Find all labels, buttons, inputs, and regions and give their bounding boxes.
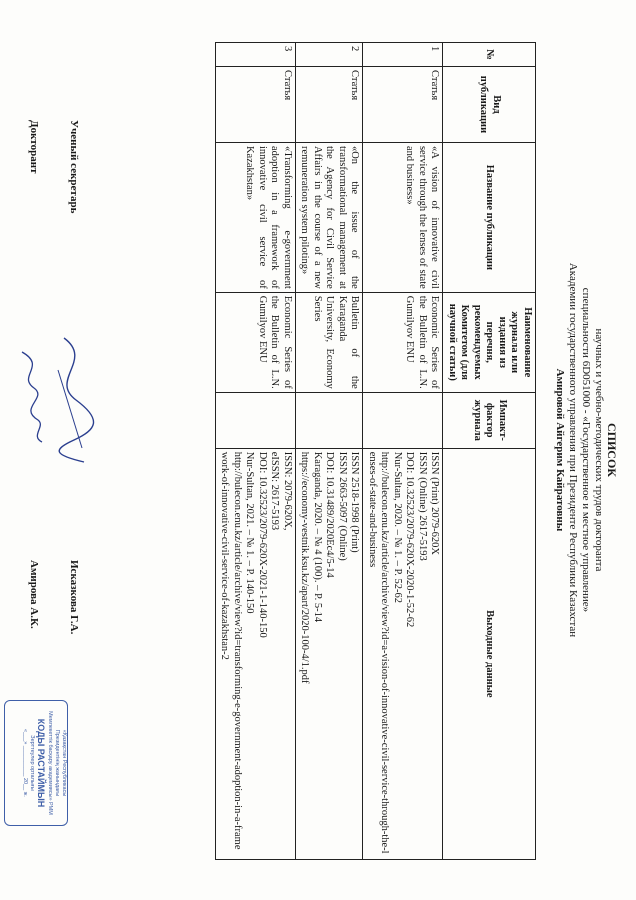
- output-link[interactable]: http://bulecon.enu.kz/article/archive/view?id=a-vision-of-innovative-civil-service-through-the-lenses-of-state-and-business: [367, 451, 391, 854]
- output-line: eISSN: 2617-5193: [269, 451, 281, 531]
- author-name: Амировой Айгерим Кайратовны: [554, 368, 566, 532]
- official-stamp: [4, 700, 68, 826]
- header-line-2: специальности 6D051000 - «Государственное и местное управление»: [580, 287, 592, 613]
- header-output: Выходные данные: [443, 448, 536, 859]
- stamp-line: «Қазақстан Республикасы: [61, 729, 67, 797]
- stamp-line: Мемлекеттік басқару академиясы» РММ: [47, 711, 53, 815]
- row-title: «Transforming e-government adoption in a framework of innovative civil service of Kazakhstan»: [216, 142, 296, 292]
- table-header-row: [443, 43, 536, 860]
- doctoral-label: Докторант: [28, 120, 40, 174]
- row-impact: [296, 392, 364, 448]
- output-line: DOI: 10.32523/2079-620X-2020-1-52-62: [404, 451, 416, 628]
- row-output: [363, 448, 443, 859]
- table-row: [216, 43, 296, 860]
- secretary-signature: [44, 330, 104, 470]
- doctoral-name: Амирова А.К.: [28, 560, 40, 629]
- header-num: №: [443, 43, 536, 67]
- row-title: «A vision of innovative civil service through the lenses of state and business»: [363, 142, 443, 292]
- document-title: СПИСОК: [605, 422, 619, 478]
- stamp-line: «___» __________ 20__ ж.: [22, 729, 28, 797]
- row-output: [296, 448, 364, 859]
- header-title: Название публикации: [443, 142, 536, 292]
- header-type: Вид публикации: [443, 66, 536, 142]
- row-journal: Economic Series of the Bulletin of L.N. Gumilyov ENU: [216, 292, 296, 392]
- row-journal: Economic Series of the Bulletin of L.N. Gumilyov ENU: [363, 292, 443, 392]
- doctoral-signature: [12, 346, 52, 446]
- row-type: Статья: [216, 66, 296, 142]
- publications-table: [215, 42, 536, 860]
- output-line: ISSN 2518-1998 (Print): [349, 451, 361, 553]
- row-num: 3: [216, 43, 296, 67]
- output-line: Nur-Sultan, 2021. – № 1. – P. 140-150: [244, 451, 256, 614]
- row-impact: [363, 392, 443, 448]
- row-impact: [216, 392, 296, 448]
- stamp-title: КОДЫ РАСТАЙМЫН: [36, 718, 46, 808]
- header-journal: Наименование журнала или издания из перечня, рекомендуемых Комитетом (для научной статьи): [443, 292, 536, 392]
- row-type: Статья: [296, 66, 364, 142]
- header-line-3: Академии государственного управления при Президенте Республики Казахстан: [567, 262, 579, 638]
- row-type: Статья: [363, 66, 443, 142]
- secretary-label: Ученый секретарь: [68, 120, 80, 214]
- row-num: 1: [363, 43, 443, 67]
- header-line-1: научных и учебно-методических трудов докторанта: [593, 328, 605, 572]
- header-impact: Импакт-фактор журнала: [443, 392, 536, 448]
- document-header: [553, 0, 618, 900]
- row-journal: Bulletin of the Karaganda University, Economy Series: [296, 292, 364, 392]
- stamp-line: Зерттеулер орталығы: [29, 735, 35, 791]
- output-line: ISSN 2663-5097 (Online): [337, 451, 348, 561]
- row-title: «On the issue of the transformational management at the Agency for Civil Service Affairs in the course of a new remuneration system piloting»: [296, 142, 364, 292]
- output-line: DOI: 10.32523/2079-620X-2021-1-140-150: [257, 451, 268, 638]
- table-row: [296, 43, 364, 860]
- output-line: ISSN (Print) 2079-620X: [429, 451, 441, 555]
- output-line: Nur-Sultan, 2020. – № 1. – P. 52-62: [392, 451, 403, 603]
- row-num: 2: [296, 43, 364, 67]
- secretary-name: Исказкова Г.А.: [68, 560, 80, 635]
- table-row: [363, 43, 443, 860]
- output-link[interactable]: https://economy-vestnik.ksu.kz/apart/2020-100-4/1.pdf: [299, 451, 311, 684]
- output-line: ISSN: 2079-620X,: [282, 451, 293, 531]
- row-output: [216, 448, 296, 859]
- stamp-line: Президентінің жанындағы: [54, 729, 60, 797]
- output-line: Karaganda, 2020. – № 4 (100). – P. 5-14: [312, 451, 323, 623]
- output-line: ISSN (Online) 2617-5193: [417, 451, 428, 561]
- output-line: DOI: 10.31489/2020Ec4/5-14: [324, 451, 336, 578]
- output-link[interactable]: http://bulecon.enu.kz/article/archive/view?id=transforming-e-government-adoption-in-a-framework-of-innovative-civil-service-of-kazakhstan-2: [219, 451, 243, 850]
